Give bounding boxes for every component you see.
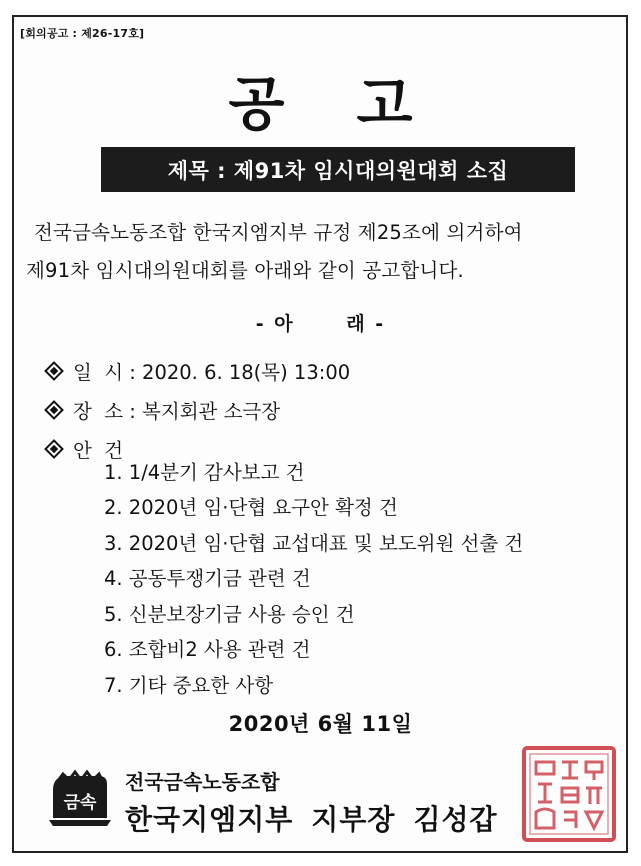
detail-label: 안 건	[73, 438, 124, 462]
detail-list	[47, 351, 350, 468]
intro-paragraph	[26, 214, 616, 290]
detail-label: 장 소 :	[73, 399, 143, 423]
signature-name: 김성갑	[413, 803, 498, 836]
list-item: 7. 기타 중요한 사항	[104, 673, 274, 697]
union-logo	[47, 768, 113, 828]
detail-value: 복지회관 소극장	[142, 399, 281, 423]
official-seal	[520, 744, 618, 844]
signature-line	[125, 798, 498, 838]
detail-item-place	[47, 390, 350, 429]
issue-date: 2020년 6월 11일	[228, 712, 413, 736]
intro-line-1: 전국금속노동조합 한국지엠지부 규정 제25조에 의거하여	[34, 221, 523, 244]
signature-position: 지부장	[311, 803, 396, 836]
signature-branch: 한국지엠지부	[125, 803, 294, 836]
logo-text: 금속	[63, 793, 97, 813]
arae-heading: - 아 래 -	[255, 313, 386, 335]
list-item: 5. 신분보장기금 사용 승인 건	[104, 602, 355, 626]
detail-label: 일 시 :	[73, 360, 143, 384]
detail-item-datetime	[47, 351, 350, 390]
list-item: 2. 2020년 임·단협 요구안 확정 건	[104, 496, 398, 520]
agenda-list	[104, 453, 523, 702]
subject-text: 제목 : 제91차 임시대의원대회 소집	[167, 158, 509, 183]
detail-value: 2020. 6. 18(목) 13:00	[142, 360, 351, 384]
document-number: [회의공고 : 제26-17호]	[20, 27, 145, 40]
intro-line-2: 제91차 임시대의원대회를 아래와 같이 공고합니다.	[26, 259, 464, 282]
list-item: 1. 1/4분기 감사보고 건	[104, 460, 305, 484]
diamond-bullet-icon	[44, 439, 64, 459]
list-item: 3. 2020년 임·단협 교섭대표 및 보도위원 선출 건	[104, 531, 524, 555]
document-title: 공고	[228, 70, 485, 138]
subject-bar	[101, 147, 575, 192]
list-item: 6. 조합비2 사용 관련 건	[104, 638, 311, 662]
list-item: 4. 공동투쟁기금 관련 건	[104, 567, 311, 591]
signature-union: 전국금속노동조합	[125, 770, 280, 794]
diamond-bullet-icon	[44, 400, 64, 420]
diamond-bullet-icon	[44, 361, 64, 381]
